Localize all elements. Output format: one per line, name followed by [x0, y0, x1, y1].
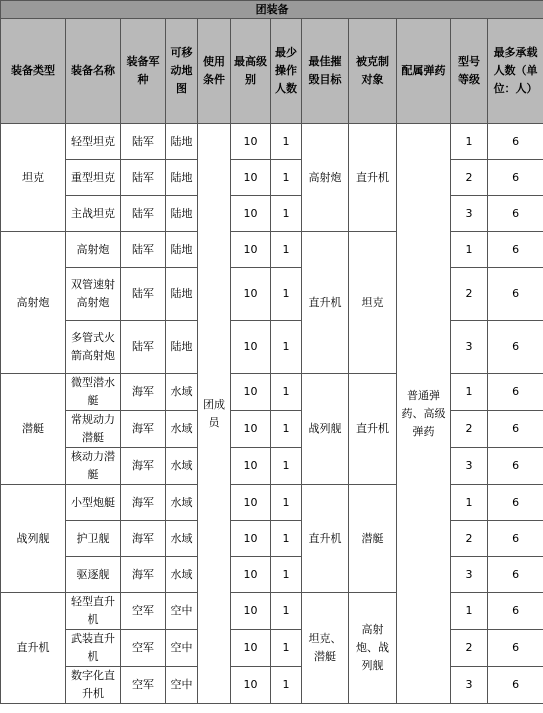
service-cell: 海军	[121, 374, 166, 411]
name-cell: 常规动力潜艇	[66, 411, 121, 448]
model-level-cell: 3	[451, 448, 488, 485]
terrain-cell: 水域	[166, 521, 198, 557]
service-cell: 陆军	[121, 268, 166, 321]
max-carry-cell: 6	[488, 411, 543, 448]
name-cell: 武装直升机	[66, 630, 121, 667]
service-cell: 海军	[121, 521, 166, 557]
terrain-cell: 水域	[166, 448, 198, 485]
countered-by-cell: 直升机	[349, 374, 397, 485]
name-cell: 主战坦克	[66, 196, 121, 232]
max-level-cell: 10	[231, 557, 271, 593]
name-cell: 双管速射高射炮	[66, 268, 121, 321]
max-level-cell: 10	[231, 411, 271, 448]
name-cell: 驱逐舰	[66, 557, 121, 593]
model-level-cell: 1	[451, 593, 488, 630]
terrain-cell: 水域	[166, 485, 198, 521]
terrain-cell: 空中	[166, 593, 198, 630]
model-level-cell: 3	[451, 557, 488, 593]
max-carry-cell: 6	[488, 196, 543, 232]
terrain-cell: 水域	[166, 411, 198, 448]
max-carry-cell: 6	[488, 232, 543, 268]
max-carry-cell: 6	[488, 321, 543, 374]
service-cell: 海军	[121, 485, 166, 521]
ammo-cell: 普通弹药、高级弹药	[397, 124, 451, 704]
table-body	[1, 124, 543, 704]
service-cell: 陆军	[121, 160, 166, 196]
max-level-cell: 10	[231, 667, 271, 704]
countered-by-cell: 高射炮、战列舰	[349, 593, 397, 704]
model-level-cell: 2	[451, 160, 488, 196]
name-cell: 护卫舰	[66, 521, 121, 557]
service-cell: 海军	[121, 411, 166, 448]
model-level-cell: 1	[451, 374, 488, 411]
min-crew-cell: 1	[271, 196, 302, 232]
countered-by-cell: 坦克	[349, 232, 397, 374]
type-cell: 战列舰	[1, 485, 66, 593]
max-carry-cell: 6	[488, 521, 543, 557]
max-level-cell: 10	[231, 521, 271, 557]
min-crew-cell: 1	[271, 124, 302, 160]
name-cell: 微型潜水艇	[66, 374, 121, 411]
name-cell: 多管式火箭高射炮	[66, 321, 121, 374]
max-level-cell: 10	[231, 485, 271, 521]
max-level-cell: 10	[231, 448, 271, 485]
model-level-cell: 2	[451, 521, 488, 557]
header-max-carry: 最多承载人数（单位：人）	[488, 19, 543, 124]
terrain-cell: 陆地	[166, 268, 198, 321]
min-crew-cell: 1	[271, 448, 302, 485]
name-cell: 小型炮艇	[66, 485, 121, 521]
service-cell: 空军	[121, 593, 166, 630]
service-cell: 陆军	[121, 124, 166, 160]
max-carry-cell: 6	[488, 557, 543, 593]
name-cell: 重型坦克	[66, 160, 121, 196]
countered-by-cell: 潜艇	[349, 485, 397, 593]
best-target-cell: 高射炮	[302, 124, 349, 232]
header-condition: 使用条件	[198, 19, 231, 124]
table-title: 团装备	[1, 1, 543, 19]
model-level-cell: 2	[451, 411, 488, 448]
model-level-cell: 1	[451, 124, 488, 160]
min-crew-cell: 1	[271, 232, 302, 268]
terrain-cell: 陆地	[166, 124, 198, 160]
name-cell: 轻型直升机	[66, 593, 121, 630]
service-cell: 空军	[121, 630, 166, 667]
name-cell: 高射炮	[66, 232, 121, 268]
min-crew-cell: 1	[271, 667, 302, 704]
best-target-cell: 直升机	[302, 485, 349, 593]
header-countered-by: 被克制对象	[349, 19, 397, 124]
min-crew-cell: 1	[271, 485, 302, 521]
header-type: 装备类型	[1, 19, 66, 124]
service-cell: 陆军	[121, 196, 166, 232]
best-target-cell: 坦克、潜艇	[302, 593, 349, 704]
header-model-level: 型号等级	[451, 19, 488, 124]
terrain-cell: 陆地	[166, 321, 198, 374]
terrain-cell: 空中	[166, 630, 198, 667]
header-ammo: 配属弹药	[397, 19, 451, 124]
terrain-cell: 陆地	[166, 196, 198, 232]
min-crew-cell: 1	[271, 321, 302, 374]
max-carry-cell: 6	[488, 448, 543, 485]
max-level-cell: 10	[231, 124, 271, 160]
max-carry-cell: 6	[488, 485, 543, 521]
max-level-cell: 10	[231, 196, 271, 232]
min-crew-cell: 1	[271, 268, 302, 321]
min-crew-cell: 1	[271, 411, 302, 448]
type-cell: 潜艇	[1, 374, 66, 485]
best-target-cell: 直升机	[302, 232, 349, 374]
header-max-level: 最高级别	[231, 19, 271, 124]
max-level-cell: 10	[231, 268, 271, 321]
type-cell: 直升机	[1, 593, 66, 704]
max-level-cell: 10	[231, 630, 271, 667]
model-level-cell: 1	[451, 485, 488, 521]
service-cell: 海军	[121, 557, 166, 593]
model-level-cell: 2	[451, 630, 488, 667]
terrain-cell: 水域	[166, 557, 198, 593]
max-carry-cell: 6	[488, 124, 543, 160]
model-level-cell: 3	[451, 321, 488, 374]
model-level-cell: 3	[451, 667, 488, 704]
max-level-cell: 10	[231, 593, 271, 630]
max-level-cell: 10	[231, 232, 271, 268]
condition-cell: 团成员	[198, 124, 231, 704]
name-cell: 数字化直升机	[66, 667, 121, 704]
header-name: 装备名称	[66, 19, 121, 124]
terrain-cell: 陆地	[166, 232, 198, 268]
max-carry-cell: 6	[488, 630, 543, 667]
service-cell: 陆军	[121, 232, 166, 268]
best-target-cell: 战列舰	[302, 374, 349, 485]
min-crew-cell: 1	[271, 593, 302, 630]
terrain-cell: 空中	[166, 667, 198, 704]
max-carry-cell: 6	[488, 374, 543, 411]
max-carry-cell: 6	[488, 667, 543, 704]
header-service: 装备军种	[121, 19, 166, 124]
min-crew-cell: 1	[271, 630, 302, 667]
min-crew-cell: 1	[271, 521, 302, 557]
max-level-cell: 10	[231, 374, 271, 411]
min-crew-cell: 1	[271, 160, 302, 196]
countered-by-cell: 直升机	[349, 124, 397, 232]
max-carry-cell: 6	[488, 160, 543, 196]
name-cell: 核动力潜艇	[66, 448, 121, 485]
terrain-cell: 水域	[166, 374, 198, 411]
service-cell: 海军	[121, 448, 166, 485]
service-cell: 陆军	[121, 321, 166, 374]
model-level-cell: 2	[451, 268, 488, 321]
min-crew-cell: 1	[271, 374, 302, 411]
max-carry-cell: 6	[488, 593, 543, 630]
type-cell: 高射炮	[1, 232, 66, 374]
header-min-crew: 最少操作人数	[271, 19, 302, 124]
terrain-cell: 陆地	[166, 160, 198, 196]
min-crew-cell: 1	[271, 557, 302, 593]
name-cell: 轻型坦克	[66, 124, 121, 160]
model-level-cell: 1	[451, 232, 488, 268]
service-cell: 空军	[121, 667, 166, 704]
max-level-cell: 10	[231, 160, 271, 196]
header-best-target: 最佳摧毁目标	[302, 19, 349, 124]
max-carry-cell: 6	[488, 268, 543, 321]
model-level-cell: 3	[451, 196, 488, 232]
type-cell: 坦克	[1, 124, 66, 232]
max-level-cell: 10	[231, 321, 271, 374]
header-terrain: 可移动地图	[166, 19, 198, 124]
